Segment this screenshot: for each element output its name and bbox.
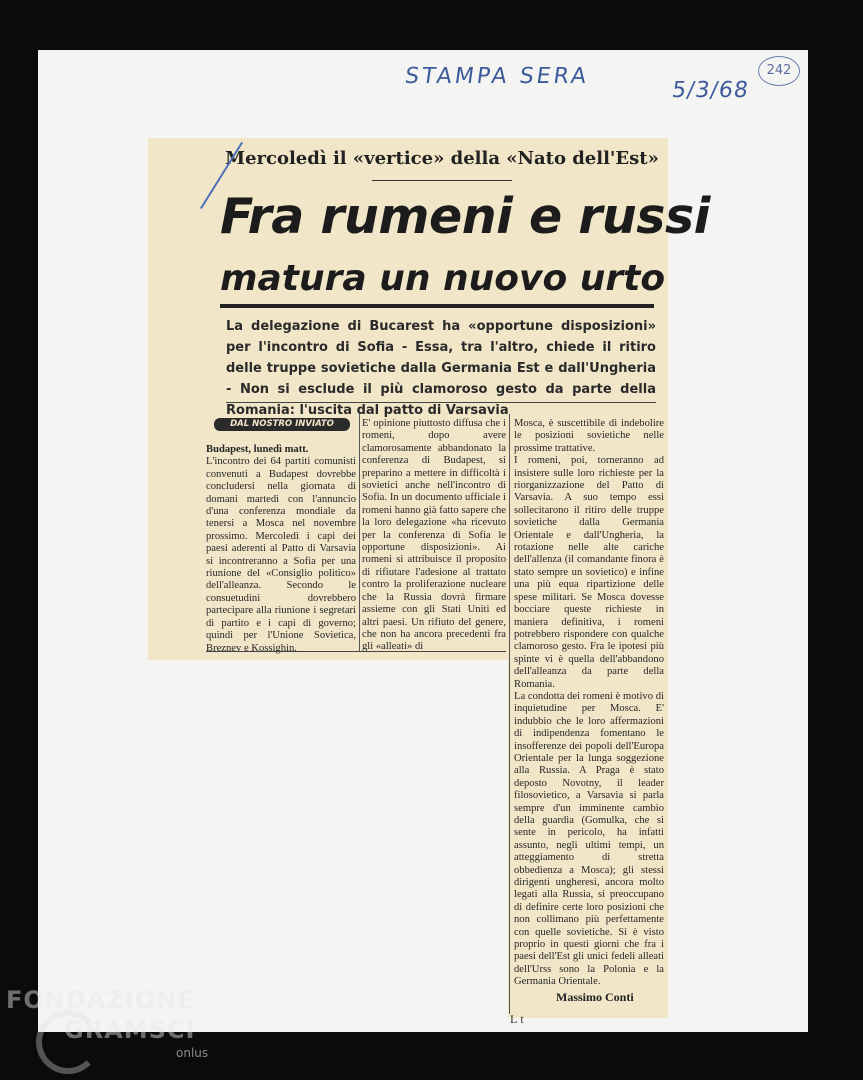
summary-rule	[226, 402, 656, 403]
column-bottom-rule	[206, 651, 506, 652]
article-kicker: Mercoledì il «vertice» della «Nato dell'Est»	[225, 148, 659, 169]
dateline: Budapest, lunedì matt.	[206, 444, 309, 455]
headline-rule	[220, 304, 654, 308]
headline-line2: matura un nuovo urto	[220, 258, 666, 299]
column-divider	[359, 414, 360, 652]
handwritten-date: 5/3/68	[670, 78, 751, 103]
handwritten-source: STAMPA SERA	[403, 64, 591, 89]
kicker-rule	[372, 180, 512, 181]
article-summary: La delegazione di Bucarest ha «opportune disposizioni» per l'incontro di Sofia - Essa, tra l'altro, chiede il ritiro delle truppe sovietiche dalla Germania Est e dall'Ungheria - Non si esclude il più clamoroso gesto da parte della Romania: l'uscita dal patto di Varsavia	[226, 319, 656, 418]
column-divider	[509, 414, 510, 1014]
article-column-3: Mosca, è suscettibile di indebolire le posizioni sovietiche nelle prossime trattative. I romeni, poi, torneranno ad insistere sulle loro richieste per la riorganizzazione del Patto di Varsavia. A suo tempo essi sollecitarono il ritiro delle truppe sovietiche dalla Germania Orientale e dall'Ungheria, la rotazione nelle alte cariche dell'allenza (il comandante finora è stato sempre un sovietico) e infine una più equa ripartizione delle spese militari. Se Mosca dovesse bocciare queste richieste in maniera definitiva, i romeni potrebbero rispondere con qualche clamoroso gesto. Fra le ipotesi più spinte vi è quella dell'abbandono dell'alleanza da parte della Romania. La condotta dei romeni è motivo di inquietudine per Mosca. E' indubbio che le loro affermazioni di indipendenza fomentano le insofferenze dei popoli dell'Europa Orientale per la lunga soggezione alla Russia. A Praga è stato deposto Novotny, il leader filosovietico, a Varsavia si parla sempre d'un imminente cambio della guardia (Gomulka, che si sente in pericolo, ha infatti assunto, negli ultimi tempi, un atteggiamento di stretta obbedienza a Mosca); gli stessi dirigenti ungheresi, ancora molto legati alla Russia, si preoccupano di definire certe loro posizioni che non collimano più perfettamente con quelle sovietiche. Si è visto proprio in questi giorni che fra i paesi dell'Est gli unici fedeli alleati dell'Urss sono la Polonia e la Germania Orientale.	[514, 418, 664, 988]
watermark-suffix: onlus	[176, 1046, 209, 1060]
watermark-line2: GRAMSCI	[64, 1016, 196, 1044]
article-signature: Massimo Conti	[556, 990, 634, 1004]
archive-page-number: 242	[758, 56, 800, 86]
byline-label: DAL NOSTRO INVIATO	[214, 418, 350, 431]
article-column-2: E' opinione piuttosto diffusa che i romeni, dopo avere clamorosamente abbandonato la conferenza di Budapest, si preparino a mettere in difficoltà i sovietici anche nell'incontro di Sofia. In un documento ufficiale i romeni hanno già fatto sapere che la loro delegazione «ha ricevuto per la conferenza di Sofia le opportune disposizioni». Ai romeni si attribuisce il proposito di rifiutare l'adesione al trattato contro la proliferazione nucleare che la Russia dovrà firmare assieme con gli Stati Uniti ed altri paesi. Un rifiuto del genere, che non ha ancora precedenti fra gli «alleati» di	[362, 418, 506, 653]
headline-line1: Fra rumeni e russi	[220, 188, 710, 245]
column-1-text: L'incontro dei 64 partiti comunisti convenuti a Budapest dovrebbe concludersi nella giornata di domani martedì con l'annuncio d'una conferenza mondiale da tenersi a Mosca nel novembre prossimo. Mercoledì i capi dei paesi aderenti al Patto di Varsavia si incontreranno a Sofia per una riunione del «Consiglio politico» dell'alleanza. Secondo le consuetudini dovrebbero partecipare alla riunione i segretari di partito e i capi di governo; quindi per l'Unione Sovietica, Breznev e Kossighin.	[206, 456, 356, 654]
article-column-1	[206, 444, 356, 655]
cut-off-text: Lt	[510, 1012, 527, 1026]
watermark-line1: FONDAZIONE	[6, 986, 195, 1014]
